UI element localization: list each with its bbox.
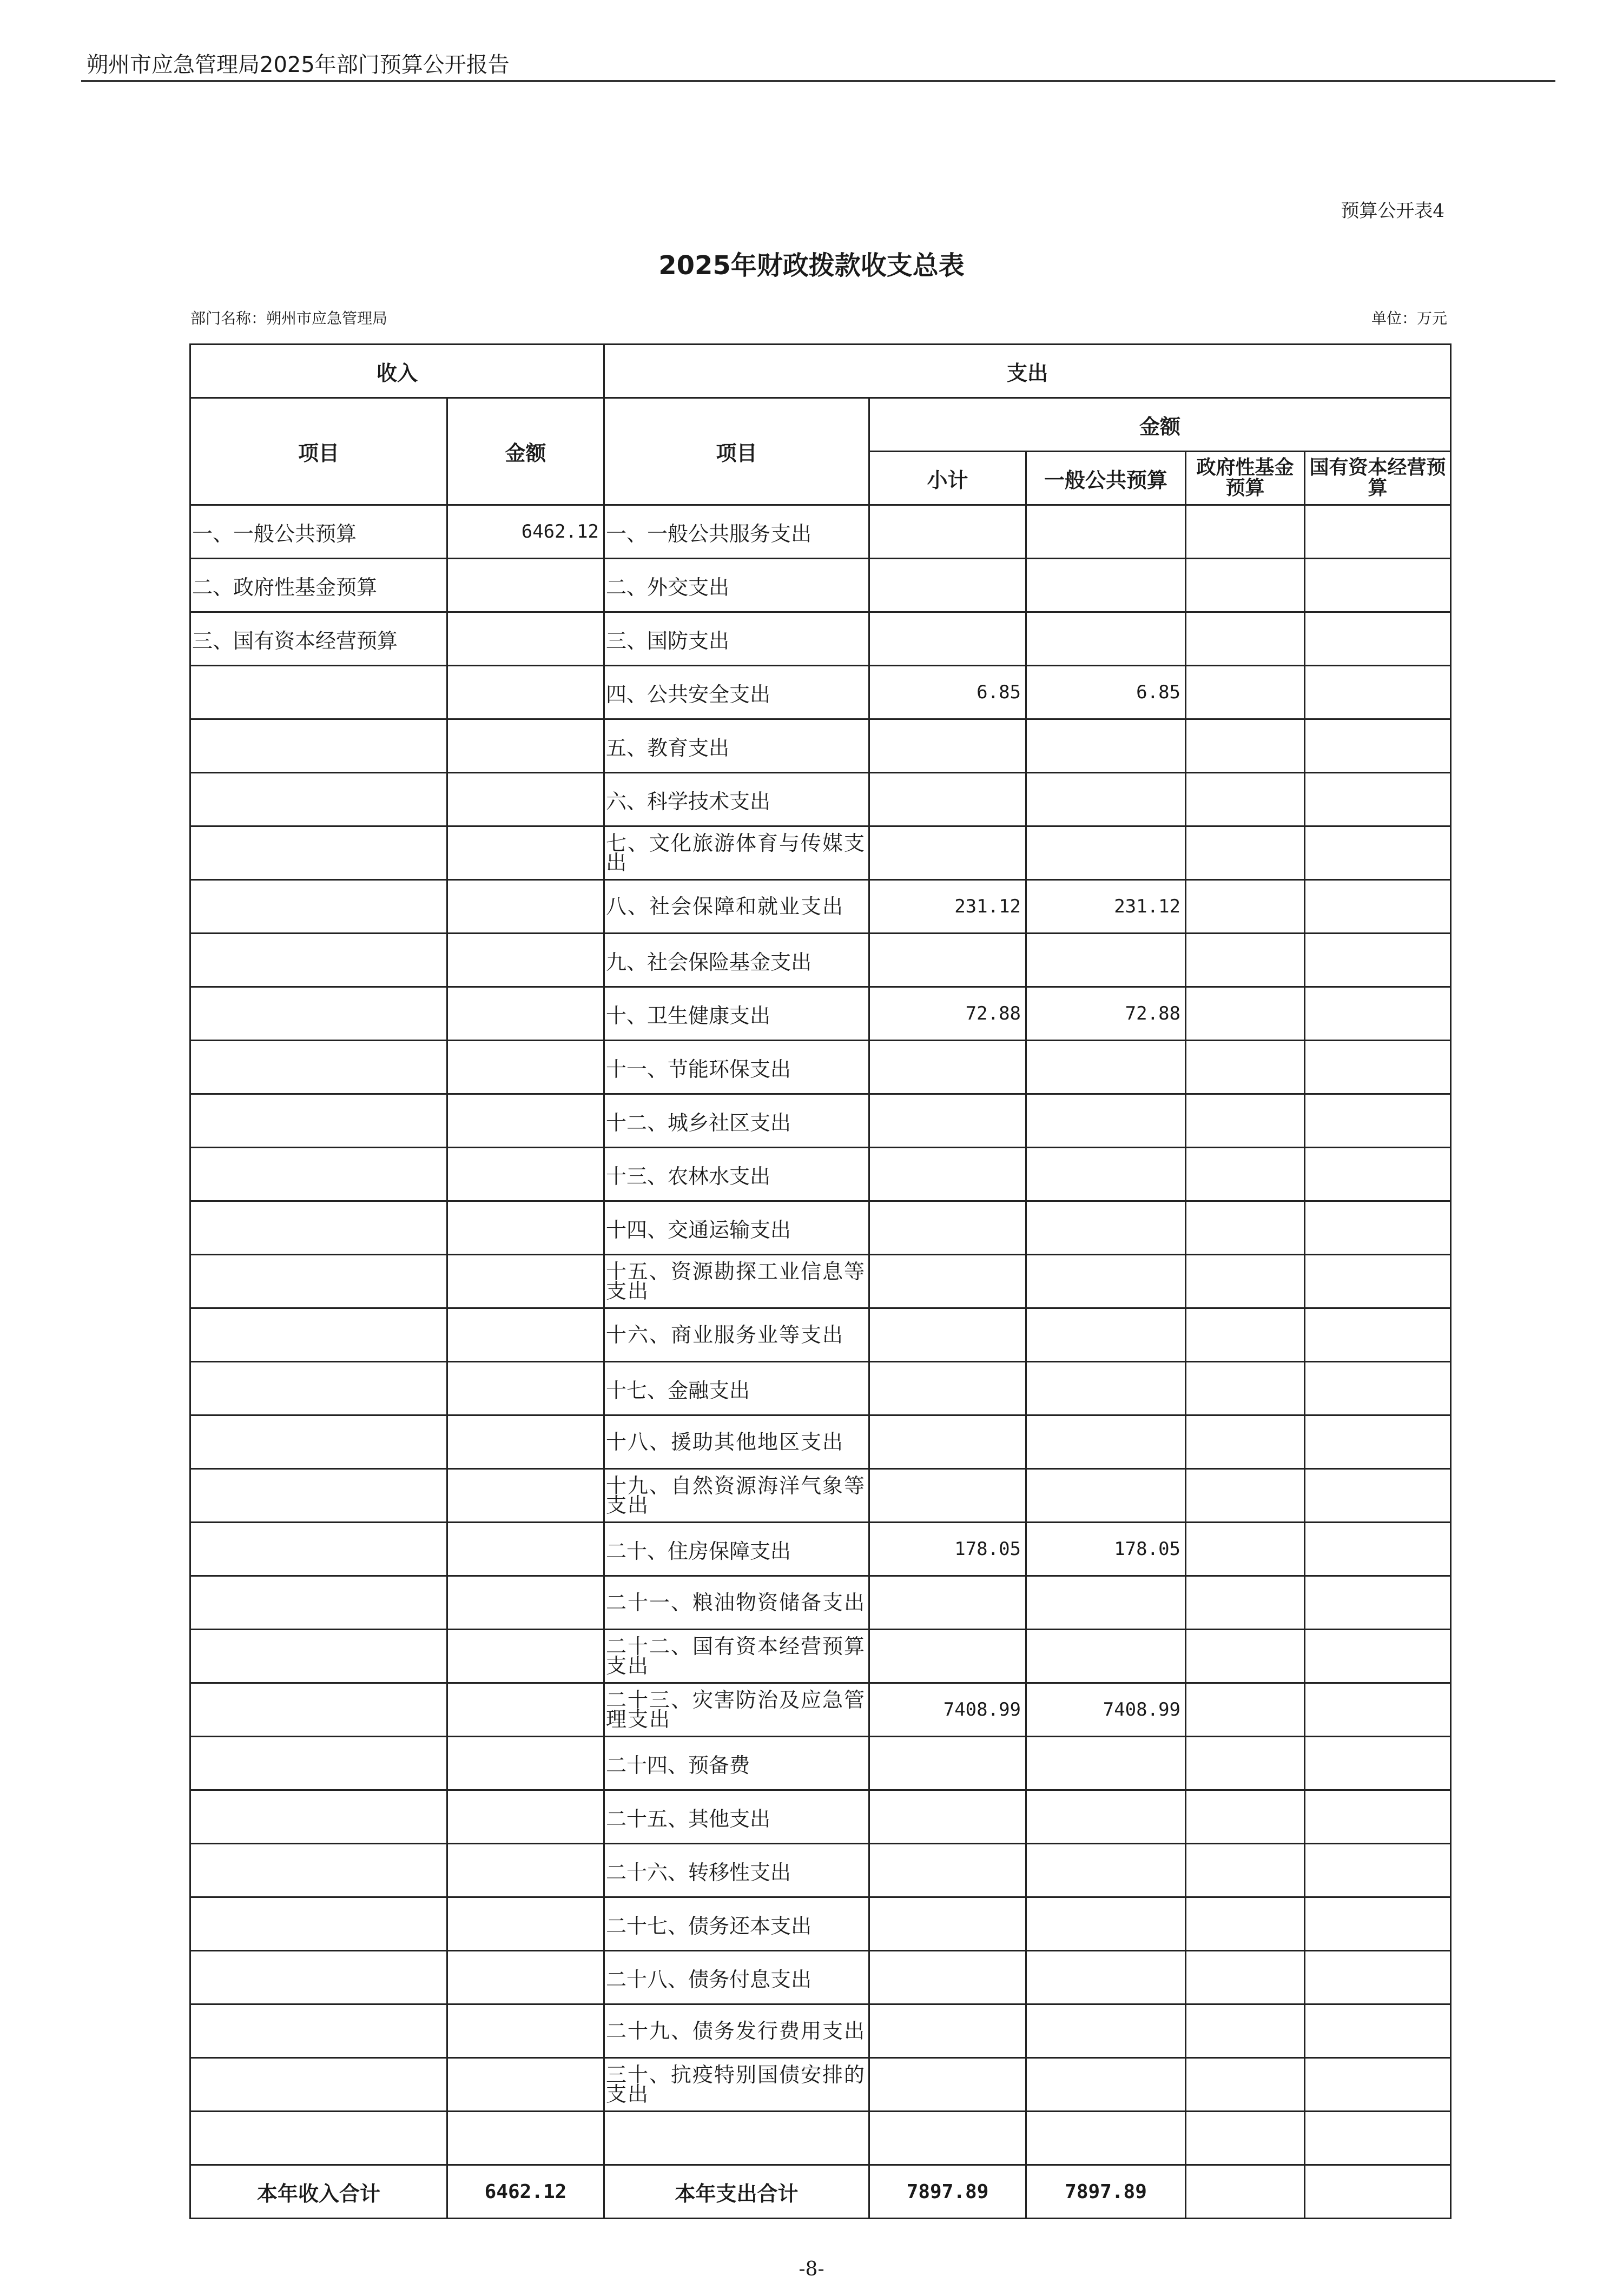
expense-item: 二十六、转移性支出 xyxy=(604,1844,869,1897)
expense-item: 二十、住房保障支出 xyxy=(604,1523,869,1576)
table-row xyxy=(190,1790,1451,1844)
income-item-header: 项目 xyxy=(190,398,447,505)
income-amount xyxy=(447,1255,604,1308)
income-item xyxy=(190,2112,447,2165)
income-amount xyxy=(447,1201,604,1255)
expense-government-fund xyxy=(1186,1683,1305,1737)
expense-item: 二十二、国有资本经营预算支出 xyxy=(604,1630,869,1683)
expense-general-budget xyxy=(1026,1201,1186,1255)
expense-item: 二十三、灾害防治及应急管理支出 xyxy=(604,1683,869,1737)
expense-general-budget: 178.05 xyxy=(1026,1523,1186,1576)
expense-state-capital xyxy=(1305,1094,1451,1148)
income-item xyxy=(190,1148,447,1201)
income-item xyxy=(190,1790,447,1844)
total-expense-subtotal: 7897.89 xyxy=(869,2165,1026,2219)
expense-amount-group-header: 金额 xyxy=(869,398,1451,452)
expense-general-budget xyxy=(1026,2058,1186,2112)
income-item xyxy=(190,987,447,1041)
expense-subtotal: 6.85 xyxy=(869,666,1026,719)
expense-subtotal xyxy=(869,559,1026,612)
expense-subtotal xyxy=(869,1844,1026,1897)
income-item xyxy=(190,1523,447,1576)
total-income-amount: 6462.12 xyxy=(447,2165,604,2219)
page-number: -8- xyxy=(799,2258,824,2280)
expense-subtotal: 178.05 xyxy=(869,1523,1026,1576)
expense-state-capital xyxy=(1305,773,1451,826)
table-row xyxy=(190,2004,1451,2058)
income-item xyxy=(190,666,447,719)
expense-general-budget xyxy=(1026,1630,1186,1683)
income-item: 二、政府性基金预算 xyxy=(190,559,447,612)
table-row xyxy=(190,1469,1451,1523)
expense-government-fund xyxy=(1186,1469,1305,1523)
expense-general-budget xyxy=(1026,559,1186,612)
expense-general-budget xyxy=(1026,612,1186,666)
expense-government-fund xyxy=(1186,1094,1305,1148)
table-title: 2025年财政拨款收支总表 xyxy=(658,250,965,281)
table-row xyxy=(190,1255,1451,1308)
table-row xyxy=(190,826,1451,880)
expense-government-fund xyxy=(1186,934,1305,987)
expense-state-capital xyxy=(1305,1415,1451,1469)
expense-government-fund xyxy=(1186,2058,1305,2112)
income-item xyxy=(190,1951,447,2004)
expense-general-budget xyxy=(1026,1308,1186,1362)
expense-state-capital xyxy=(1305,1362,1451,1415)
expense-government-fund xyxy=(1186,987,1305,1041)
table-row xyxy=(190,1951,1451,2004)
income-item xyxy=(190,880,447,934)
expense-state-capital xyxy=(1305,612,1451,666)
report-header-title: 朔州市应急管理局2025年部门预算公开报告 xyxy=(87,52,510,77)
income-item xyxy=(190,773,447,826)
expense-state-capital xyxy=(1305,1148,1451,1201)
expense-item xyxy=(604,2112,869,2165)
total-expense-fund xyxy=(1186,2165,1305,2219)
income-amount xyxy=(447,1576,604,1630)
table-row xyxy=(190,934,1451,987)
table-row xyxy=(190,1844,1451,1897)
expense-item: 二、外交支出 xyxy=(604,559,869,612)
expense-government-fund xyxy=(1186,826,1305,880)
expense-subtotal xyxy=(869,505,1026,559)
expense-subtotal xyxy=(869,2112,1026,2165)
income-item xyxy=(190,1041,447,1094)
expense-general-budget xyxy=(1026,2004,1186,2058)
expense-general-budget xyxy=(1026,2112,1186,2165)
expense-subtotal xyxy=(869,1469,1026,1523)
expense-item: 四、公共安全支出 xyxy=(604,666,869,719)
income-amount xyxy=(447,1683,604,1737)
header-divider xyxy=(81,80,1555,82)
expense-government-fund xyxy=(1186,719,1305,773)
income-amount xyxy=(447,2112,604,2165)
expense-item: 六、科学技术支出 xyxy=(604,773,869,826)
form-number: 预算公开表4 xyxy=(1341,200,1444,222)
expense-government-fund xyxy=(1186,505,1305,559)
income-amount xyxy=(447,1951,604,2004)
income-amount xyxy=(447,934,604,987)
expense-state-capital xyxy=(1305,666,1451,719)
expense-subtotal xyxy=(869,1415,1026,1469)
income-amount xyxy=(447,880,604,934)
income-item: 三、国有资本经营预算 xyxy=(190,612,447,666)
income-item xyxy=(190,719,447,773)
expense-state-capital xyxy=(1305,1897,1451,1951)
expense-government-fund xyxy=(1186,666,1305,719)
income-item xyxy=(190,826,447,880)
expense-state-capital xyxy=(1305,2004,1451,2058)
income-item xyxy=(190,1094,447,1148)
expense-item: 二十五、其他支出 xyxy=(604,1790,869,1844)
expense-item: 二十一、粮油物资储备支出 xyxy=(604,1576,869,1630)
table-body xyxy=(190,505,1451,2165)
table-row xyxy=(190,612,1451,666)
income-item xyxy=(190,1576,447,1630)
expense-government-fund xyxy=(1186,1041,1305,1094)
expense-general-budget xyxy=(1026,719,1186,773)
table-row xyxy=(190,1094,1451,1148)
expense-item: 十二、城乡社区支出 xyxy=(604,1094,869,1148)
expense-subtotal xyxy=(869,1630,1026,1683)
subtotal-header: 小计 xyxy=(869,452,1026,505)
expense-state-capital xyxy=(1305,1523,1451,1576)
expense-government-fund xyxy=(1186,1844,1305,1897)
expense-item: 八、社会保障和就业支出 xyxy=(604,880,869,934)
expense-subtotal xyxy=(869,773,1026,826)
income-amount xyxy=(447,2004,604,2058)
expense-item: 二十八、债务付息支出 xyxy=(604,1951,869,2004)
expense-general-budget: 7408.99 xyxy=(1026,1683,1186,1737)
expense-state-capital xyxy=(1305,987,1451,1041)
table-row xyxy=(190,1576,1451,1630)
expense-government-fund xyxy=(1186,1148,1305,1201)
expense-state-capital xyxy=(1305,505,1451,559)
expense-government-fund xyxy=(1186,1415,1305,1469)
income-item: 一、一般公共预算 xyxy=(190,505,447,559)
expense-general-budget xyxy=(1026,1844,1186,1897)
income-amount xyxy=(447,826,604,880)
expense-government-fund xyxy=(1186,1737,1305,1790)
expense-state-capital xyxy=(1305,934,1451,987)
income-amount: 6462.12 xyxy=(447,505,604,559)
expense-general-budget xyxy=(1026,934,1186,987)
government-fund-header: 政府性基金预算 xyxy=(1186,452,1305,505)
expense-government-fund xyxy=(1186,880,1305,934)
income-amount xyxy=(447,1415,604,1469)
expense-state-capital xyxy=(1305,1844,1451,1897)
table-row xyxy=(190,880,1451,934)
income-amount xyxy=(447,1148,604,1201)
expense-government-fund xyxy=(1186,559,1305,612)
expense-item: 七、文化旅游体育与传媒支出 xyxy=(604,826,869,880)
income-amount xyxy=(447,1308,604,1362)
expense-government-fund xyxy=(1186,1951,1305,2004)
total-expense-label: 本年支出合计 xyxy=(604,2165,869,2219)
table-row xyxy=(190,1523,1451,1576)
table-row xyxy=(190,773,1451,826)
expense-subtotal xyxy=(869,826,1026,880)
income-amount xyxy=(447,1630,604,1683)
table-row xyxy=(190,1148,1451,1201)
expense-state-capital xyxy=(1305,2058,1451,2112)
expense-general-budget xyxy=(1026,826,1186,880)
budget-summary-table xyxy=(189,343,1452,2219)
expense-state-capital xyxy=(1305,1630,1451,1683)
expense-general-budget: 231.12 xyxy=(1026,880,1186,934)
income-item xyxy=(190,2058,447,2112)
expense-subtotal xyxy=(869,1362,1026,1415)
expense-state-capital xyxy=(1305,1683,1451,1737)
income-amount xyxy=(447,2058,604,2112)
table-row xyxy=(190,2058,1451,2112)
expense-general-budget xyxy=(1026,773,1186,826)
expense-general-budget xyxy=(1026,1897,1186,1951)
expense-state-capital xyxy=(1305,1790,1451,1844)
income-item xyxy=(190,1362,447,1415)
total-expense-general: 7897.89 xyxy=(1026,2165,1186,2219)
table-row xyxy=(190,2112,1451,2165)
expense-item: 十五、资源勘探工业信息等支出 xyxy=(604,1255,869,1308)
expense-item: 九、社会保险基金支出 xyxy=(604,934,869,987)
income-amount xyxy=(447,612,604,666)
income-amount xyxy=(447,1897,604,1951)
expense-general-budget xyxy=(1026,1041,1186,1094)
expense-government-fund xyxy=(1186,1897,1305,1951)
expense-item: 二十九、债务发行费用支出 xyxy=(604,2004,869,2058)
income-amount xyxy=(447,1737,604,1790)
expense-government-fund xyxy=(1186,2112,1305,2165)
expense-government-fund xyxy=(1186,2004,1305,2058)
income-item xyxy=(190,1415,447,1469)
table-row xyxy=(190,719,1451,773)
income-amount xyxy=(447,1790,604,1844)
income-amount xyxy=(447,1469,604,1523)
expense-state-capital xyxy=(1305,1737,1451,1790)
income-amount xyxy=(447,719,604,773)
expense-subtotal xyxy=(869,1148,1026,1201)
expense-subtotal xyxy=(869,1201,1026,1255)
expense-general-budget xyxy=(1026,1255,1186,1308)
expense-government-fund xyxy=(1186,1630,1305,1683)
expense-general-budget xyxy=(1026,1737,1186,1790)
expense-state-capital xyxy=(1305,1255,1451,1308)
expense-state-capital xyxy=(1305,1041,1451,1094)
expense-general-budget xyxy=(1026,1094,1186,1148)
expense-item: 二十七、债务还本支出 xyxy=(604,1897,869,1951)
income-item xyxy=(190,1630,447,1683)
table-row xyxy=(190,1201,1451,1255)
table-row xyxy=(190,1041,1451,1094)
table-row xyxy=(190,1737,1451,1790)
table-row xyxy=(190,505,1451,559)
expense-item: 十八、援助其他地区支出 xyxy=(604,1415,869,1469)
income-item xyxy=(190,2004,447,2058)
state-capital-header: 国有资本经营预算 xyxy=(1305,452,1451,505)
expense-item: 十三、农林水支出 xyxy=(604,1148,869,1201)
expense-item: 十七、金融支出 xyxy=(604,1362,869,1415)
expense-item-header: 项目 xyxy=(604,398,869,505)
expense-government-fund xyxy=(1186,1308,1305,1362)
expense-subtotal xyxy=(869,1255,1026,1308)
income-amount xyxy=(447,1362,604,1415)
general-budget-header: 一般公共预算 xyxy=(1026,452,1186,505)
table-row xyxy=(190,1897,1451,1951)
table-row xyxy=(190,1308,1451,1362)
expense-government-fund xyxy=(1186,1201,1305,1255)
income-amount xyxy=(447,987,604,1041)
total-expense-state xyxy=(1305,2165,1451,2219)
expense-government-fund xyxy=(1186,1790,1305,1844)
expense-item: 十一、节能环保支出 xyxy=(604,1041,869,1094)
department-label: 部门名称：朔州市应急管理局 xyxy=(190,309,388,327)
expense-state-capital xyxy=(1305,2112,1451,2165)
expense-state-capital xyxy=(1305,1308,1451,1362)
expense-subtotal: 231.12 xyxy=(869,880,1026,934)
expense-state-capital xyxy=(1305,559,1451,612)
expense-subtotal: 7408.99 xyxy=(869,1683,1026,1737)
income-item xyxy=(190,1201,447,1255)
income-item xyxy=(190,1683,447,1737)
expense-government-fund xyxy=(1186,1576,1305,1630)
expense-subtotal xyxy=(869,1094,1026,1148)
income-amount-header: 金额 xyxy=(447,398,604,505)
income-item xyxy=(190,1308,447,1362)
expense-subtotal: 72.88 xyxy=(869,987,1026,1041)
expense-subtotal xyxy=(869,934,1026,987)
table-row xyxy=(190,1630,1451,1683)
income-header: 收入 xyxy=(190,345,604,398)
expense-item: 十六、商业服务业等支出 xyxy=(604,1308,869,1362)
income-amount xyxy=(447,1844,604,1897)
expense-government-fund xyxy=(1186,1255,1305,1308)
expense-item: 十九、自然资源海洋气象等支出 xyxy=(604,1469,869,1523)
expense-item: 二十四、预备费 xyxy=(604,1737,869,1790)
expense-subtotal xyxy=(869,1576,1026,1630)
income-amount xyxy=(447,773,604,826)
expense-subtotal xyxy=(869,719,1026,773)
expense-item: 五、教育支出 xyxy=(604,719,869,773)
table-row xyxy=(190,1415,1451,1469)
income-item xyxy=(190,934,447,987)
expense-general-budget xyxy=(1026,1576,1186,1630)
expense-item: 一、一般公共服务支出 xyxy=(604,505,869,559)
income-item xyxy=(190,1469,447,1523)
expense-subtotal xyxy=(869,1790,1026,1844)
expense-general-budget: 72.88 xyxy=(1026,987,1186,1041)
expense-subtotal xyxy=(869,1951,1026,2004)
expense-general-budget xyxy=(1026,505,1186,559)
income-item xyxy=(190,1255,447,1308)
expense-header: 支出 xyxy=(604,345,1451,398)
expense-subtotal xyxy=(869,1041,1026,1094)
expense-item: 三十、抗疫特别国债安排的支出 xyxy=(604,2058,869,2112)
expense-subtotal xyxy=(869,2058,1026,2112)
expense-subtotal xyxy=(869,1308,1026,1362)
table-row xyxy=(190,987,1451,1041)
income-amount xyxy=(447,1523,604,1576)
expense-state-capital xyxy=(1305,826,1451,880)
expense-government-fund xyxy=(1186,612,1305,666)
table-row xyxy=(190,1683,1451,1737)
expense-subtotal xyxy=(869,612,1026,666)
expense-subtotal xyxy=(869,1737,1026,1790)
expense-general-budget xyxy=(1026,1469,1186,1523)
expense-general-budget xyxy=(1026,1415,1186,1469)
table-row xyxy=(190,1362,1451,1415)
expense-item: 十四、交通运输支出 xyxy=(604,1201,869,1255)
expense-government-fund xyxy=(1186,1362,1305,1415)
income-amount xyxy=(447,1094,604,1148)
expense-general-budget xyxy=(1026,1148,1186,1201)
income-item xyxy=(190,1844,447,1897)
expense-item: 十、卫生健康支出 xyxy=(604,987,869,1041)
expense-state-capital xyxy=(1305,1951,1451,2004)
expense-general-budget: 6.85 xyxy=(1026,666,1186,719)
expense-subtotal xyxy=(869,1897,1026,1951)
expense-state-capital xyxy=(1305,1201,1451,1255)
expense-general-budget xyxy=(1026,1790,1186,1844)
table-row xyxy=(190,666,1451,719)
expense-state-capital xyxy=(1305,719,1451,773)
income-item xyxy=(190,1737,447,1790)
income-amount xyxy=(447,1041,604,1094)
expense-government-fund xyxy=(1186,773,1305,826)
unit-label: 单位：万元 xyxy=(1371,309,1447,327)
expense-general-budget xyxy=(1026,1951,1186,2004)
expense-state-capital xyxy=(1305,880,1451,934)
expense-state-capital xyxy=(1305,1576,1451,1630)
expense-government-fund xyxy=(1186,1523,1305,1576)
total-income-label: 本年收入合计 xyxy=(190,2165,447,2219)
expense-subtotal xyxy=(869,2004,1026,2058)
expense-item: 三、国防支出 xyxy=(604,612,869,666)
income-amount xyxy=(447,666,604,719)
expense-state-capital xyxy=(1305,1469,1451,1523)
income-item xyxy=(190,1897,447,1951)
income-amount xyxy=(447,559,604,612)
table-row xyxy=(190,559,1451,612)
expense-general-budget xyxy=(1026,1362,1186,1415)
